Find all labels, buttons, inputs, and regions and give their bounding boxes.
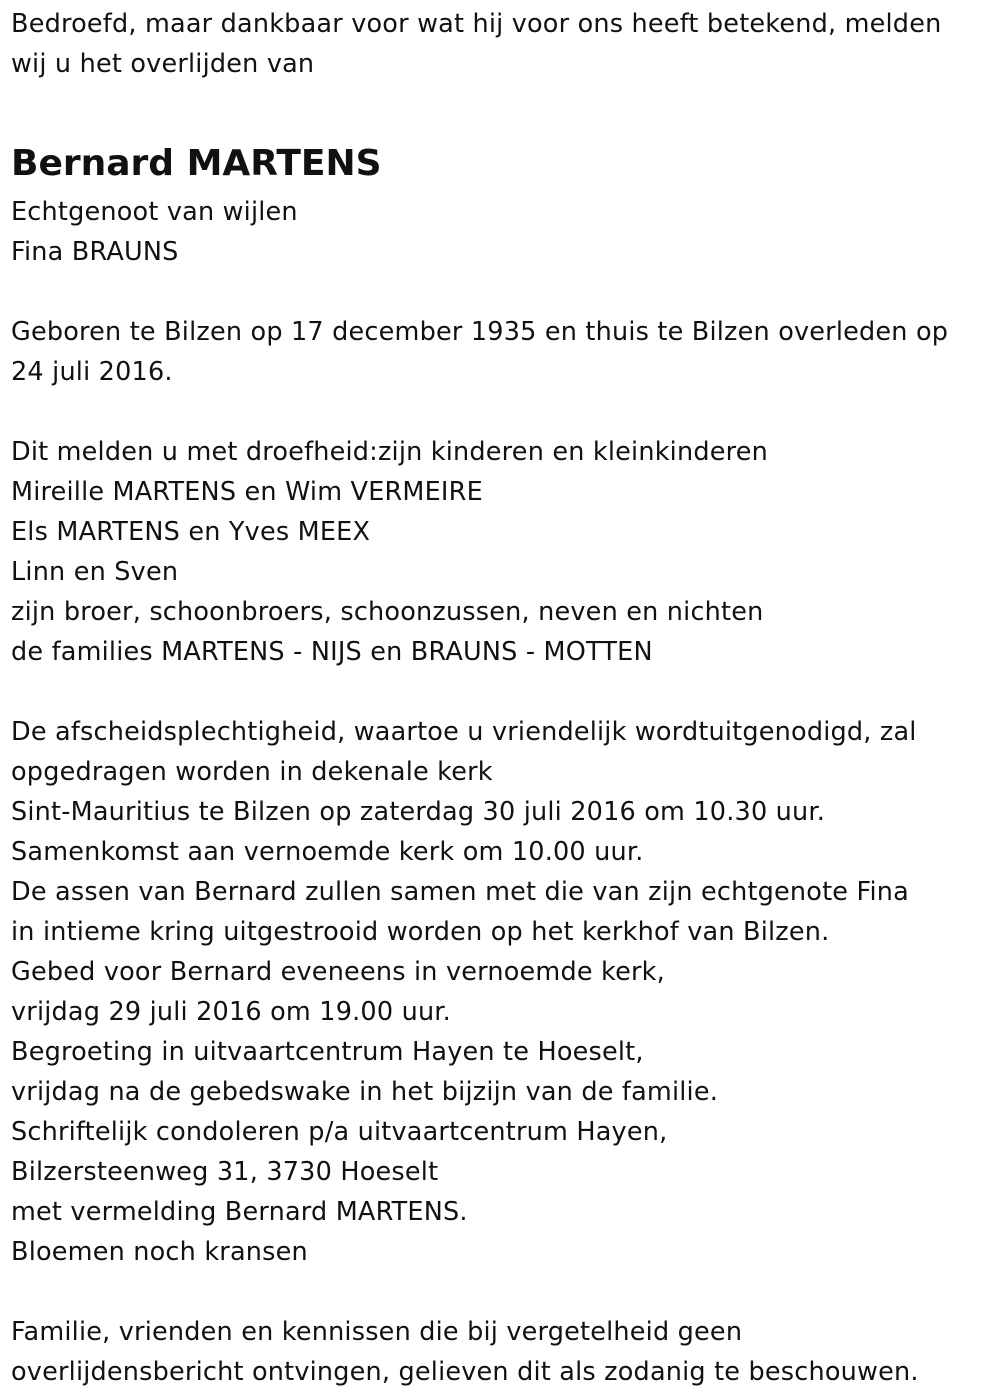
closing-line: overlijdensbericht ontvingen, gelieven dit als zodanig te beschouwen.: [11, 1357, 919, 1387]
paragraph-gap: [11, 672, 991, 712]
ceremony-line: Sint-Mauritius te Bilzen op zaterdag 30 juli 2016 om 10.30 uur.: [11, 797, 826, 827]
ceremony-line: vrijdag 29 juli 2016 om 19.00 uur.: [11, 997, 451, 1027]
intro-line: Bedroefd, maar dankbaar voor wat hij voor ons heeft betekend, melden: [11, 9, 942, 39]
closing-line: Familie, vrienden en kennissen die bij vergetelheid geen: [11, 1317, 743, 1347]
relation-line: Echtgenoot van wijlen: [11, 197, 298, 227]
relation-paragraph: [11, 192, 991, 272]
ceremony-line: Schriftelijk condoleren p/a uitvaartcentrum Hayen,: [11, 1117, 668, 1147]
ceremony-line: Gebed voor Bernard eveneens in vernoemde kerk,: [11, 957, 665, 987]
obituary-notice: [11, 4, 991, 1392]
paragraph-gap: [11, 392, 991, 432]
birth-death-paragraph: [11, 312, 991, 392]
paragraph-gap: [11, 1272, 991, 1312]
ceremony-line: met vermelding Bernard MARTENS.: [11, 1197, 468, 1227]
ceremony-line: in intieme kring uitgestrooid worden op het kerkhof van Bilzen.: [11, 917, 830, 947]
relation-line: Fina BRAUNS: [11, 237, 179, 267]
birth-death-line: Geboren te Bilzen op 17 december 1935 en thuis te Bilzen overleden op: [11, 317, 949, 347]
family-line: zijn broer, schoonbroers, schoonzussen, neven en nichten: [11, 597, 764, 627]
family-line: Dit melden u met droefheid:zijn kinderen en kleinkinderen: [11, 437, 768, 467]
deceased-name: Bernard MARTENS: [11, 143, 382, 184]
ceremony-line: opgedragen worden in dekenale kerk: [11, 757, 493, 787]
ceremony-line: De afscheidsplechtigheid, waartoe u vriendelijk wordtuitgenodigd, zal: [11, 717, 917, 747]
ceremony-line: Bloemen noch kransen: [11, 1237, 308, 1267]
closing-paragraph: [11, 1312, 991, 1392]
family-line: de families MARTENS - NIJS en BRAUNS - MOTTEN: [11, 637, 653, 667]
ceremony-line: Bilzersteenweg 31, 3730 Hoeselt: [11, 1157, 439, 1187]
ceremony-line: De assen van Bernard zullen samen met die van zijn echtgenote Fina: [11, 877, 909, 907]
ceremony-line: Begroeting in uitvaartcentrum Hayen te Hoeselt,: [11, 1037, 644, 1067]
ceremony-line: Samenkomst aan vernoemde kerk om 10.00 uur.: [11, 837, 644, 867]
family-line: Els MARTENS en Yves MEEX: [11, 517, 371, 547]
family-line: Mireille MARTENS en Wim VERMEIRE: [11, 477, 483, 507]
ceremony-line: vrijdag na de gebedswake in het bijzijn van de familie.: [11, 1077, 719, 1107]
intro-paragraph: [11, 4, 991, 84]
birth-death-line: 24 juli 2016.: [11, 357, 173, 387]
family-line: Linn en Sven: [11, 557, 179, 587]
family-paragraph: [11, 432, 991, 672]
ceremony-paragraph: [11, 712, 991, 1272]
intro-line: wij u het overlijden van: [11, 49, 315, 79]
paragraph-gap: [11, 272, 991, 312]
